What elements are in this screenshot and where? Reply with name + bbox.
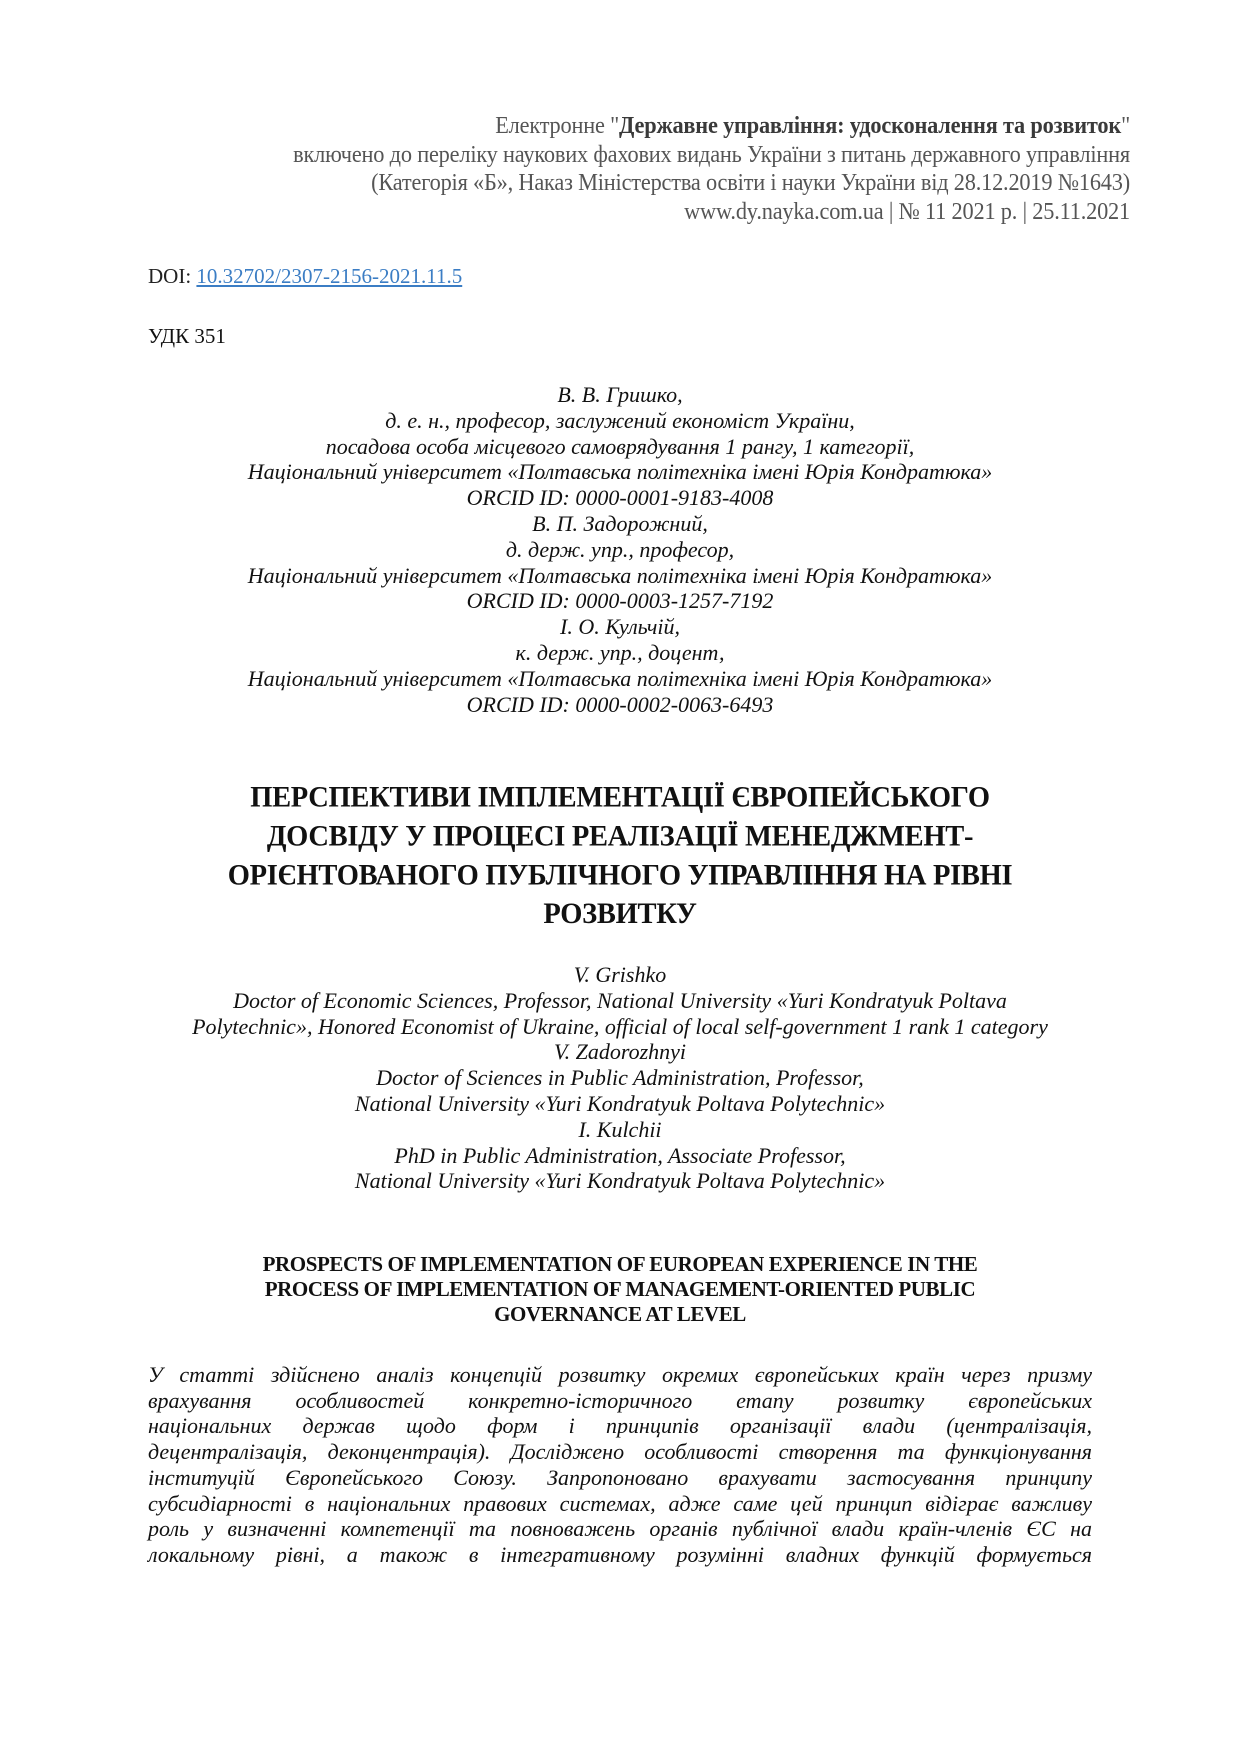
title-en-line: GOVERNANCE AT LEVEL bbox=[494, 1302, 746, 1326]
article-title-english bbox=[148, 1252, 1092, 1327]
author-en-3-degree: PhD in Public Administration, Associate Professor, bbox=[394, 1142, 846, 1168]
journal-suffix: " bbox=[1121, 113, 1130, 139]
author-en-3-affiliation: National University «Yuri Kondratyuk Poltava Polytechnic» bbox=[354, 1168, 886, 1194]
author-ua-3-orcid: ORCID ID: 0000-0002-0063-6493 bbox=[466, 691, 774, 717]
journal-header-line-1 bbox=[200, 112, 1130, 141]
title-en-line: PROSPECTS OF IMPLEMENTATION OF EUROPEAN EXPERIENCE IN THE bbox=[262, 1252, 978, 1276]
author-ua-3-name: І. О. Кульчій, bbox=[560, 614, 680, 640]
author-ua-2-name: В. П. Задорожний, bbox=[532, 510, 708, 536]
author-ua-2-orcid: ORCID ID: 0000-0003-1257-7192 bbox=[466, 588, 774, 614]
abstract-line: роль у визначенні компетенції та повноважень органів публічної влади країн-членів ЄС на bbox=[148, 1516, 1092, 1542]
abstract-line: врахування особливостей конкретно-історичного етапу розвитку європейських bbox=[148, 1387, 1092, 1413]
journal-header-line-4: www.dy.nayka.com.ua | № 11 2021 р. | 25.11.2021 bbox=[684, 198, 1130, 225]
author-en-1-details: Polytechnic», Honored Economist of Ukraine, official of local self-government 1 rank 1 category bbox=[192, 1013, 1048, 1039]
journal-header-line-2: включено до переліку наукових фахових видань України з питань державного управління bbox=[293, 141, 1130, 168]
author-ua-3-degree: к. держ. упр., доцент, bbox=[515, 639, 725, 665]
author-en-2-affiliation: National University «Yuri Kondratyuk Poltava Polytechnic» bbox=[354, 1090, 886, 1116]
doi-line bbox=[148, 264, 462, 289]
journal-title: Державне управління: удосконалення та розвиток bbox=[619, 113, 1122, 139]
author-en-2-degree: Doctor of Sciences in Public Administration, Professor, bbox=[376, 1065, 864, 1091]
author-ua-1-name: В. В. Гришко, bbox=[557, 382, 683, 407]
title-ua-line: ДОСВІДУ У ПРОЦЕСІ РЕАЛІЗАЦІЇ МЕНЕДЖМЕНТ- bbox=[266, 820, 974, 853]
author-ua-1-orcid: ORCID ID: 0000-0001-9183-4008 bbox=[466, 485, 774, 511]
article-title-ukrainian bbox=[148, 778, 1092, 933]
author-ua-1-degree: д. е. н., професор, заслужений економіст України, bbox=[385, 407, 855, 433]
author-ua-2-degree: д. держ. упр., професор, bbox=[505, 536, 735, 562]
journal-header-line-3: (Категорія «Б», Наказ Міністерства освіти і науки України від 28.12.2019 №1643) bbox=[371, 170, 1130, 196]
doi-link[interactable]: 10.32702/2307-2156-2021.11.5 bbox=[196, 264, 463, 288]
doi-label: DOI: bbox=[148, 264, 197, 288]
author-en-1-details: Doctor of Economic Sciences, Professor, National University «Yuri Kondratyuk Poltava bbox=[233, 987, 1007, 1013]
abstract-line: інституцій Європейського Союзу. Запропоновано врахувати застосування принципу bbox=[148, 1464, 1092, 1490]
author-ua-3-affiliation: Національний університет «Полтавська політехніка імені Юрія Кондратюка» bbox=[247, 665, 993, 691]
author-ua-1-affiliation: Національний університет «Полтавська політехніка імені Юрія Кондратюка» bbox=[247, 459, 993, 485]
abstract-ukrainian bbox=[148, 1362, 1092, 1568]
abstract-line: локальному рівні, а також в інтегративному розумінні владних функцій формується bbox=[148, 1541, 1092, 1567]
authors-ukrainian bbox=[148, 382, 1092, 717]
authors-english bbox=[148, 962, 1092, 1194]
author-en-1-name: V. Grishko bbox=[573, 962, 667, 987]
title-en-line: PROCESS OF IMPLEMENTATION OF MANAGEMENT-ORIENTED PUBLIC bbox=[264, 1277, 976, 1301]
title-ua-line: РОЗВИТКУ bbox=[543, 898, 697, 931]
author-en-2-name: V. Zadorozhnyi bbox=[553, 1039, 687, 1065]
title-ua-line: ПЕРСПЕКТИВИ ІМПЛЕМЕНТАЦІЇ ЄВРОПЕЙСЬКОГО bbox=[250, 781, 990, 814]
abstract-line: децентралізація, деконцентрація). Досліджено особливості створення та функціонування bbox=[148, 1439, 1092, 1465]
udk-code: УДК 351 bbox=[148, 324, 226, 348]
journal-header bbox=[200, 112, 1130, 226]
abstract-line: національних держав щодо форм і принципів організації влади (централізація, bbox=[148, 1413, 1092, 1439]
author-ua-2-affiliation: Національний університет «Полтавська політехніка імені Юрія Кондратюка» bbox=[247, 562, 993, 588]
author-en-3-name: I. Kulchii bbox=[578, 1116, 662, 1142]
abstract-line: субсидіарності в національних правових системах, адже саме цей принцип відіграє важливу bbox=[148, 1490, 1092, 1516]
abstract-line: У статті здійснено аналіз концепцій розвитку окремих європейських країн через призму bbox=[148, 1362, 1092, 1387]
author-ua-1-position: посадова особа місцевого самоврядування 1 рангу, 1 категорії, bbox=[325, 433, 915, 459]
title-ua-line: ОРІЄНТОВАНОГО ПУБЛІЧНОГО УПРАВЛІННЯ НА РІВНІ bbox=[227, 859, 1013, 892]
journal-prefix: Електронне " bbox=[495, 113, 620, 139]
